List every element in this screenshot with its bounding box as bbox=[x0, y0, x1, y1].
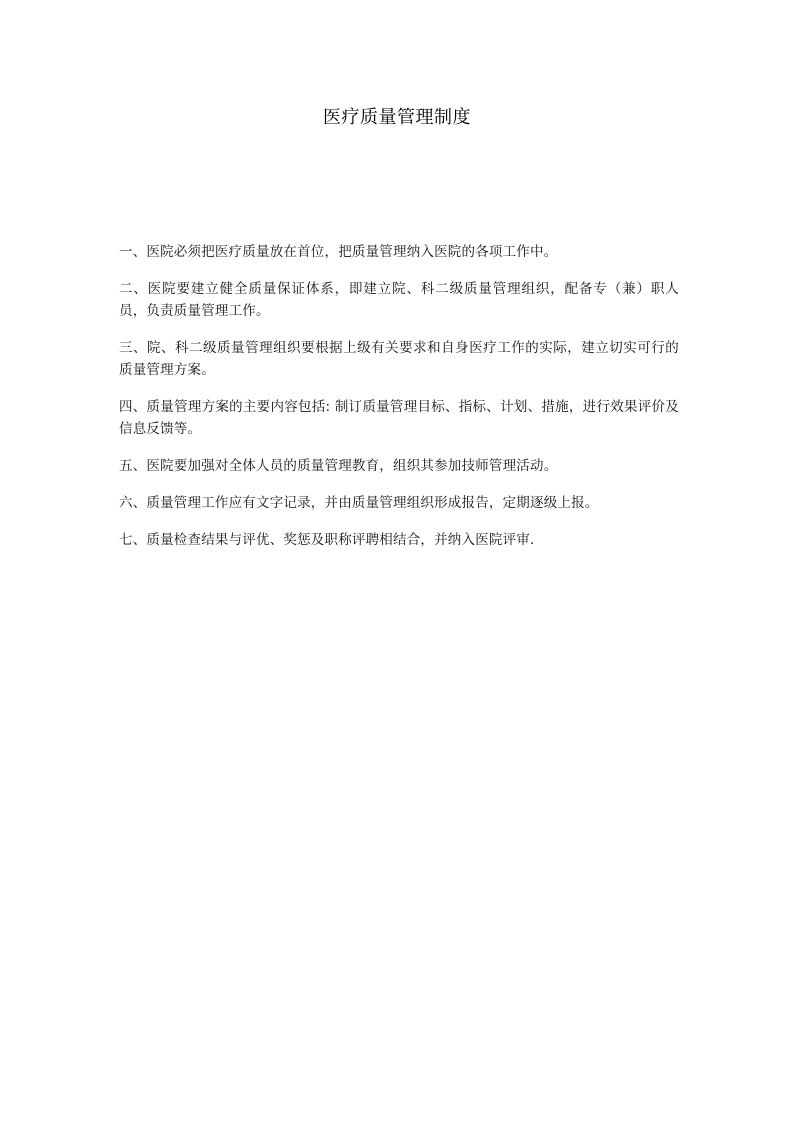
paragraph-4: 四、质量管理方案的主要内容包括: 制订质量管理目标、指标、计划、措施，进行效果评价及信息反馈等。 bbox=[119, 399, 679, 437]
paragraph-6: 六、质量管理工作应有文字记录，并由质量管理组织形成报告，定期逐级上报。 bbox=[119, 495, 599, 511]
paragraph-1: 一、医院必须把医疗质量放在首位，把质量管理纳入医院的各项工作中。 bbox=[119, 244, 558, 260]
document-title: 医疗质量管理制度 bbox=[323, 107, 471, 128]
paragraph-7: 七、质量检查结果与评优、奖惩及职称评聘相结合，并纳入医院评审. bbox=[119, 532, 535, 548]
paragraph-5: 五、医院要加强对全体人员的质量管理教育，组织其参加技师管理活动。 bbox=[119, 458, 558, 474]
paragraph-2: 二、医院要建立健全质量保证体系，即建立院、科二级质量管理组织，配备专（兼）职人员，负责质量管理工作。 bbox=[119, 281, 679, 319]
paragraph-3: 三、院、科二级质量管理组织要根据上级有关要求和自身医疗工作的实际，建立切实可行的质量管理方案。 bbox=[119, 340, 679, 378]
document-body bbox=[119, 241, 679, 566]
